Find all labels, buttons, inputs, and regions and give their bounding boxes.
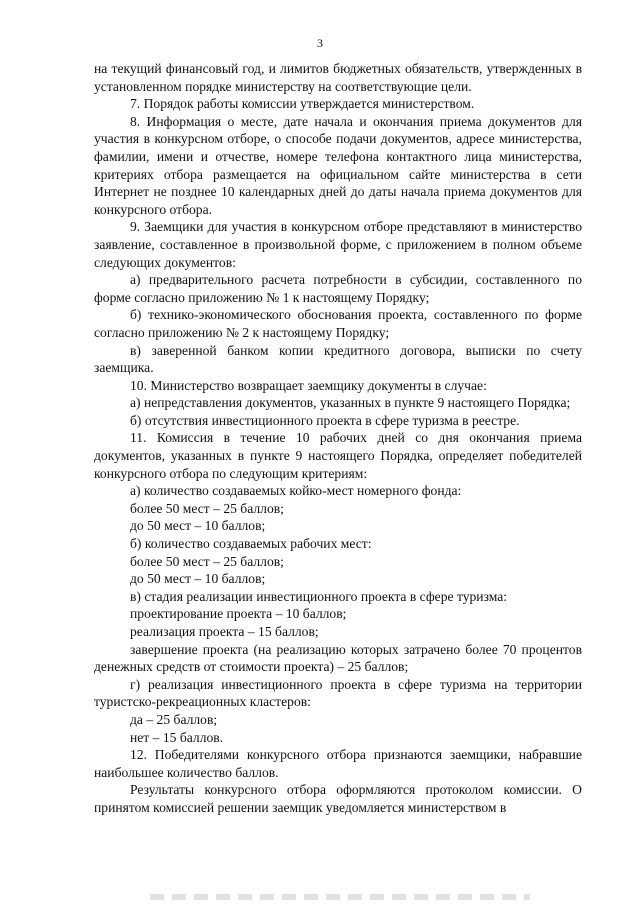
- page-number: 3: [317, 36, 323, 50]
- paragraph: да – 25 баллов;: [130, 711, 218, 727]
- paragraph: а) предварительного расчета потребности в субсидии, составленного по форме согласно приложению № 1 к настоящему Порядку;: [94, 272, 582, 305]
- paragraph: более 50 мест – 25 баллов;: [130, 500, 284, 516]
- paragraph: 10. Министерство возвращает заемщику документы в случае:: [130, 377, 487, 393]
- paragraph: б) технико-экономического обоснования проекта, составленного по форме согласно приложению № 2 к настоящему Порядку;: [94, 307, 582, 340]
- paragraph: а) количество создаваемых койко-мест номерного фонда:: [130, 483, 462, 499]
- paragraph: 12. Победителями конкурсного отбора признаются заемщики, набравшие наибольшее количество баллов.: [94, 747, 582, 780]
- paragraph: на текущий финансовый год, и лимитов бюджетных обязательств, утвержденных в установленном порядке министерству на соответствующие цели.: [94, 61, 582, 94]
- paragraph: Результаты конкурсного отбора оформляются протоколом комиссии. О принятом комиссией решении заемщик уведомляется министерством в: [94, 782, 582, 815]
- paragraph: 11. Комиссия в течение 10 рабочих дней со дня окончания приема документов, указанных в пункте 9 настоящего Порядка, определяет победителей конкурсного отбора по следующим критериям:: [94, 430, 582, 481]
- paragraph: нет – 15 баллов.: [130, 729, 224, 745]
- paragraph: а) непредставления документов, указанных в пункте 9 настоящего Порядка;: [130, 395, 571, 411]
- paragraph: завершение проекта (на реализацию которых затрачено более 70 процентов денежных средств от стоимости проекта) – 25 баллов;: [94, 641, 582, 675]
- paragraph: 7. Порядок работы комиссии утверждается министерством.: [130, 96, 475, 112]
- paragraph: в) стадия реализации инвестиционного проекта в сфере туризма:: [130, 588, 508, 604]
- paragraph: до 50 мест – 10 баллов;: [130, 518, 266, 534]
- paragraph: б) отсутствия инвестиционного проекта в сфере туризма в реестре.: [130, 412, 520, 428]
- paragraph: 8. Информация о месте, дате начала и окончания приема документов для участия в конкурсном отборе, о способе подачи документов, адресе министерства, фамилии, имени и отчестве, номере телефона контактного лица министерства, критериях отбора размещается на официальном сайте министерства в сети Интернет не позднее 10 календарных дней до даты начала приема документов для конкурсного отбора.: [94, 113, 582, 217]
- paragraph: 9. Заемщики для участия в конкурсном отборе представляют в министерство заявление, составленное в произвольной форме, с приложением в полном объеме следующих документов:: [94, 219, 582, 270]
- document-body: [94, 60, 582, 817]
- cut-off-footer-text: [150, 894, 530, 900]
- paragraph: до 50 мест – 10 баллов;: [130, 571, 266, 587]
- paragraph: в) заверенной банком копии кредитного договора, выписки по счету заемщика.: [94, 342, 582, 376]
- paragraph: б) количество создаваемых рабочих мест:: [130, 536, 372, 552]
- paragraph: более 50 мест – 25 баллов;: [130, 553, 284, 569]
- paragraph: реализация проекта – 15 баллов;: [130, 624, 319, 639]
- paragraph: г) реализация инвестиционного проекта в сфере туризма на территории туристско-рекреационных кластеров:: [94, 676, 582, 710]
- paragraph: проектирование проекта – 10 баллов;: [130, 606, 347, 622]
